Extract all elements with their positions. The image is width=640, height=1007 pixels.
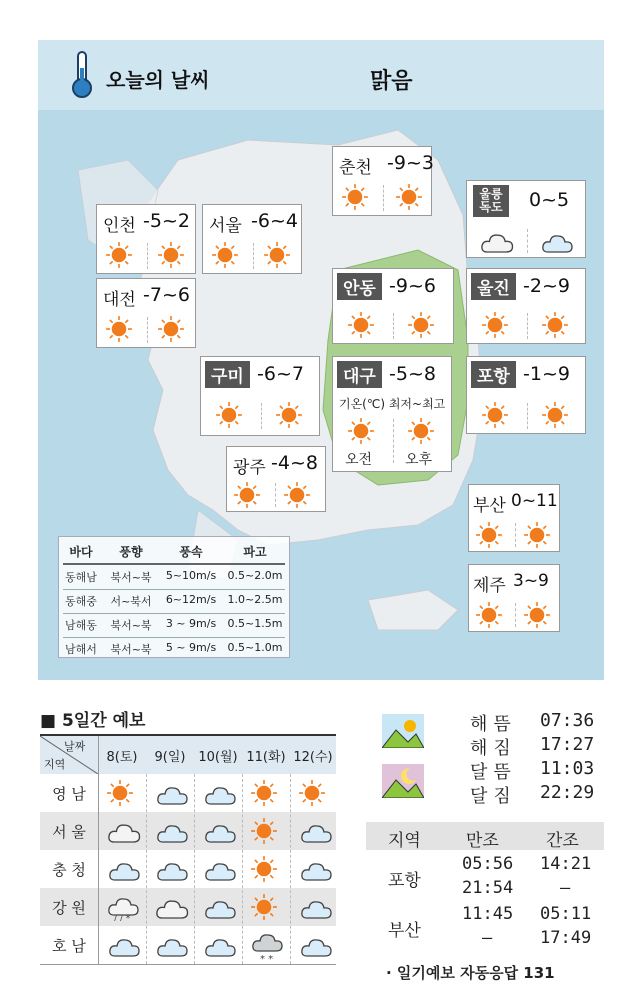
sea-row: [59, 617, 289, 633]
city-temp: -5~8: [389, 363, 436, 385]
forecast-region: 호 남: [52, 937, 86, 955]
partly-cloudy-icon: [202, 931, 238, 959]
sun-icon: [283, 481, 311, 509]
sun-icon: [541, 311, 569, 339]
forecast-day: 12(수): [293, 750, 333, 765]
tide-high: 21:54: [462, 878, 514, 898]
sun-icon: [347, 417, 375, 445]
city-box-chuncheon: [332, 146, 432, 216]
svg-text:* *: * *: [260, 954, 274, 963]
sun-icon: [250, 779, 278, 807]
sea-cell: 0.5~1.0m: [227, 641, 283, 654]
sun-icon: [541, 401, 569, 429]
city-temp: -9~6: [389, 275, 436, 297]
sea-cell: 1.0~2.5m: [227, 593, 283, 606]
sun-icon: [395, 183, 423, 211]
city-name-line1: 울릉: [479, 187, 503, 201]
tide-high: 05:56: [462, 854, 514, 874]
sun-icon: [481, 401, 509, 429]
sun-icon: [275, 401, 303, 429]
tide-region: 부산: [388, 921, 421, 941]
thermometer-icon: [70, 50, 94, 100]
sun-icon: [105, 241, 133, 269]
sun-icon: [250, 817, 278, 845]
moonrise-mountain-icon: [382, 764, 424, 798]
tide-header-high: 만조: [466, 831, 499, 851]
tide-header-low: 간조: [546, 831, 579, 851]
partly-cloudy-icon: [202, 893, 238, 921]
sun-icon: [523, 601, 551, 629]
sunrise-label: 해뜸: [470, 714, 517, 735]
tide-region: 포항: [388, 871, 421, 891]
city-name: 대전: [103, 290, 136, 310]
city-name: 대구: [337, 361, 382, 388]
sun-icon: [475, 521, 503, 549]
partly-cloudy-icon: [154, 855, 190, 883]
sea-cell: 동해남: [65, 571, 97, 584]
sea-row: [59, 569, 289, 585]
corner-region-label: 지역: [44, 758, 66, 771]
tide-low: –: [560, 878, 571, 898]
city-box-seoul: [202, 204, 302, 274]
forecast-day: 9(일): [154, 750, 186, 765]
partly-cloudy-icon: [154, 817, 190, 845]
city-box-daegu: [332, 356, 452, 472]
city-box-uljin: [466, 268, 586, 344]
forecast-region: 강 원: [52, 899, 86, 917]
sea-cell: 북서~북: [110, 571, 152, 584]
sun-icon: [106, 779, 134, 807]
city-box-andong: [332, 268, 454, 344]
sea-cell: 북서~북: [110, 619, 152, 632]
city-box-ulleung: [466, 180, 586, 258]
header-condition: 맑음: [370, 69, 413, 94]
sunrise-time: 07:36: [540, 710, 595, 731]
tide-high: –: [482, 928, 493, 948]
forecast-day: 11(화): [246, 750, 286, 765]
sea-cell: 0.5~2.0m: [227, 569, 283, 582]
sea-cell: 서~북서: [110, 595, 152, 608]
tide-header-region: 지역: [388, 831, 421, 851]
sun-icon: [481, 311, 509, 339]
city-name: 울진: [471, 273, 516, 300]
footer-hotline: · 일기예보 자동응답 131: [386, 964, 555, 982]
sun-icon: [157, 315, 185, 343]
cloud-icon: [154, 893, 190, 921]
sun-icon: [263, 241, 291, 269]
partly-cloudy-icon: [298, 931, 334, 959]
sea-cell: 북서~북: [110, 643, 152, 656]
city-temp: -7~6: [143, 284, 190, 306]
partly-cloudy-icon: [154, 931, 190, 959]
sun-icon: [347, 311, 375, 339]
city-temp: -2~9: [523, 275, 570, 297]
sea-cell: 5 ~ 9m/s: [165, 641, 217, 654]
tide-low: 05:11: [540, 904, 592, 924]
partly-cloudy-icon: [106, 855, 142, 883]
city-temp: -5~2: [143, 210, 190, 232]
city-name: 포항: [471, 361, 516, 388]
sea-cell: 남해서: [65, 643, 97, 656]
partly-cloudy-icon: [298, 817, 334, 845]
sun-icon: [341, 183, 369, 211]
sea-cell: 남해동: [65, 619, 97, 632]
moonset-time: 22:29: [540, 782, 595, 803]
forecast-region: 영 남: [52, 785, 86, 803]
sea-cell: 3 ~ 9m/s: [165, 617, 217, 630]
city-name: 부산: [473, 496, 506, 516]
sea-header: 풍향: [119, 545, 143, 559]
city-name: 제주: [473, 576, 506, 596]
forecast-region: 서 울: [52, 823, 86, 841]
sun-icon: [298, 779, 326, 807]
city-name: 구미: [205, 361, 250, 388]
partly-cloudy-icon: [298, 855, 334, 883]
sea-cell: 6~12m/s: [165, 593, 217, 606]
svg-text:/ / *: / / *: [114, 914, 131, 921]
sun-icon: [211, 241, 239, 269]
forecast-day: 8(토): [106, 750, 138, 765]
city-temp: 3~9: [513, 571, 549, 591]
partly-cloudy-icon: [202, 779, 238, 807]
city-temp: -4~8: [271, 452, 318, 474]
sun-icon: [233, 481, 261, 509]
sea-conditions-table: [58, 536, 290, 658]
corner-date-label: 날짜: [64, 740, 86, 753]
forecast-day: 10(월): [198, 750, 238, 765]
sunrise-mountain-icon: [382, 714, 424, 748]
city-temp: -1~9: [523, 363, 570, 385]
city-temp: -6~4: [251, 210, 298, 232]
sea-row: [59, 641, 289, 657]
cloud-snow-icon: [250, 931, 286, 963]
city-box-gwangju: [226, 446, 326, 512]
partly-cloudy-icon: [298, 893, 334, 921]
tide-high: 11:45: [462, 904, 514, 924]
sunset-label: 해짐: [470, 738, 517, 759]
city-name: 서울: [209, 216, 242, 236]
sun-icon: [157, 241, 185, 269]
city-name: 안동: [337, 273, 382, 300]
sun-icon: [250, 893, 278, 921]
city-temp: 0~11: [511, 491, 558, 511]
forecast-region: 충 청: [52, 861, 86, 879]
header-title: 오늘의 날씨: [106, 68, 210, 92]
city-name: 춘천: [339, 158, 372, 178]
sea-row: [59, 593, 289, 609]
sea-header: 파고: [243, 545, 267, 559]
city-name: 광주: [233, 458, 266, 478]
city-box-busan: [468, 484, 560, 552]
moonrise-time: 11:03: [540, 758, 595, 779]
sunset-time: 17:27: [540, 734, 595, 755]
cloud-rain-snow-icon: [106, 893, 142, 921]
partly-cloudy-icon: [202, 817, 238, 845]
sea-cell: 0.5~1.5m: [227, 617, 283, 630]
city-name: 인천: [103, 216, 136, 236]
partly-cloudy-icon: [202, 855, 238, 883]
city-temp: 0~5: [529, 189, 570, 211]
city-box-incheon: [96, 204, 196, 274]
partly-cloudy-icon: [154, 779, 190, 807]
city-box-pohang: [466, 356, 586, 434]
moonrise-label: 달뜸: [470, 762, 517, 783]
sea-cell: 동해중: [65, 595, 97, 608]
moonset-label: 달짐: [470, 786, 517, 807]
city-box-daejeon: [96, 278, 196, 348]
sea-header: 풍속: [179, 545, 203, 559]
sun-icon: [407, 311, 435, 339]
temp-legend: 기온(℃) 최저~최고: [339, 397, 446, 411]
city-temp: -9~3: [387, 152, 434, 174]
city-box-jeju: [468, 564, 560, 632]
tide-low: 14:21: [540, 854, 592, 874]
sun-icon: [250, 855, 278, 883]
sun-icon: [215, 401, 243, 429]
tide-low: 17:49: [540, 928, 592, 948]
sea-cell: 5~10m/s: [165, 569, 217, 582]
city-name-line2: 독도: [479, 200, 503, 214]
city-box-gumi: [200, 356, 320, 436]
forecast-table: [40, 734, 336, 964]
sun-icon: [105, 315, 133, 343]
forecast-title: ■ 5일간 예보: [40, 711, 146, 731]
cloud-icon: [106, 817, 142, 845]
cloud-icon: [479, 227, 515, 255]
sun-icon: [523, 521, 551, 549]
am-label: 오전: [345, 452, 373, 468]
sea-header-row: [59, 543, 289, 560]
partly-cloudy-icon: [106, 931, 142, 959]
sea-header: 바다: [69, 545, 93, 559]
partly-cloudy-icon: [539, 227, 575, 255]
city-temp: -6~7: [257, 363, 304, 385]
pm-label: 오후: [405, 452, 433, 468]
sun-icon: [407, 417, 435, 445]
sun-icon: [475, 601, 503, 629]
